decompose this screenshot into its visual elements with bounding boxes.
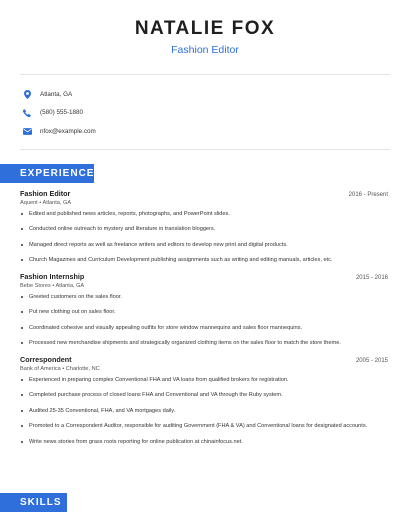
envelope-icon <box>22 126 32 136</box>
job-bullet: Completed purchase process of closed loans FHA and Conventional and VA through the Ruby system. <box>20 391 388 399</box>
job-bullet: Audited 25-35 Conventional, FHA, and VA mortgages daily. <box>20 407 388 415</box>
job-title: Correspondent <box>20 354 72 364</box>
job-bullets <box>20 210 388 265</box>
resume-header <box>0 0 410 56</box>
job-title: Fashion Internship <box>20 271 85 281</box>
job-bullet: Processed new merchandise shipments and strategically organized clothing items on the sales floor to match the store theme. <box>20 339 388 347</box>
skills-section <box>0 493 410 512</box>
experience-entry-header <box>20 272 388 281</box>
job-bullet: Write news stories from grass roots reporting for online publication at chinainfocus.net. <box>20 438 388 446</box>
job-dates: 2015 - 2016 <box>355 274 388 281</box>
job-bullets <box>20 293 388 348</box>
location-text: Atlanta, GA <box>40 90 73 98</box>
job-bullet: Conducted online outreach to mystery and literature in translation bloggers. <box>20 225 388 233</box>
email-text: nfox@example.com <box>40 127 96 135</box>
job-bullet: Promoted to a Correspondent Auditor, responsible for auditing Government (FHA & VA) and Conventional loans for designated accounts. <box>20 422 388 430</box>
contact-list <box>0 75 410 149</box>
candidate-title: Fashion Editor <box>171 44 239 56</box>
experience-list <box>0 183 410 446</box>
job-bullet: Managed direct reports as well as freelance writers and editors to develop new print and digital products. <box>20 241 388 249</box>
experience-heading: EXPERIENCE <box>0 164 94 183</box>
phone-text: (580) 555-1880 <box>40 109 84 116</box>
phone-icon <box>22 108 32 118</box>
job-bullet: Coordinated cohesive and visually appealing outfits for store window mannequins and sales floor mannequins. <box>20 324 388 332</box>
job-bullet: Put new clothing out on sales floor. <box>20 308 388 316</box>
experience-entry <box>20 272 388 348</box>
job-company: Aquent • Atlanta, GA <box>20 199 72 206</box>
experience-entry <box>20 189 388 265</box>
job-bullet: Edited and published news articles, reports, photographs, and PowerPoint slides. <box>20 210 388 218</box>
job-bullet: Greeted customers on the sales floor. <box>20 293 388 301</box>
experience-entry <box>20 355 388 446</box>
experience-entry-header <box>20 355 388 364</box>
job-dates: 2016 - Present <box>348 191 388 198</box>
job-company: Bank of America • Charlotte, NC <box>20 365 100 372</box>
map-pin-icon <box>22 89 32 99</box>
contact-email <box>22 122 410 140</box>
experience-section-header <box>0 164 410 183</box>
job-bullet: Experienced in preparing complex Conventional FHA and VA loans from qualified brokers for registration. <box>20 376 388 384</box>
candidate-name: NATALIE FOX <box>134 18 276 39</box>
job-company: Bebe Stores • Atlanta, GA <box>20 282 85 289</box>
job-dates: 2005 - 2015 <box>355 357 388 364</box>
contact-divider <box>20 149 390 150</box>
contact-phone <box>22 104 410 122</box>
skills-heading: SKILLS <box>0 493 67 512</box>
job-bullet: Church Magazines and Curriculum Development publishing assignments such as writing and editing manuals, articles, etc. <box>20 256 388 264</box>
job-title: Fashion Editor <box>20 188 71 198</box>
contact-location <box>22 85 410 103</box>
job-bullets <box>20 376 388 446</box>
experience-entry-header <box>20 189 388 198</box>
